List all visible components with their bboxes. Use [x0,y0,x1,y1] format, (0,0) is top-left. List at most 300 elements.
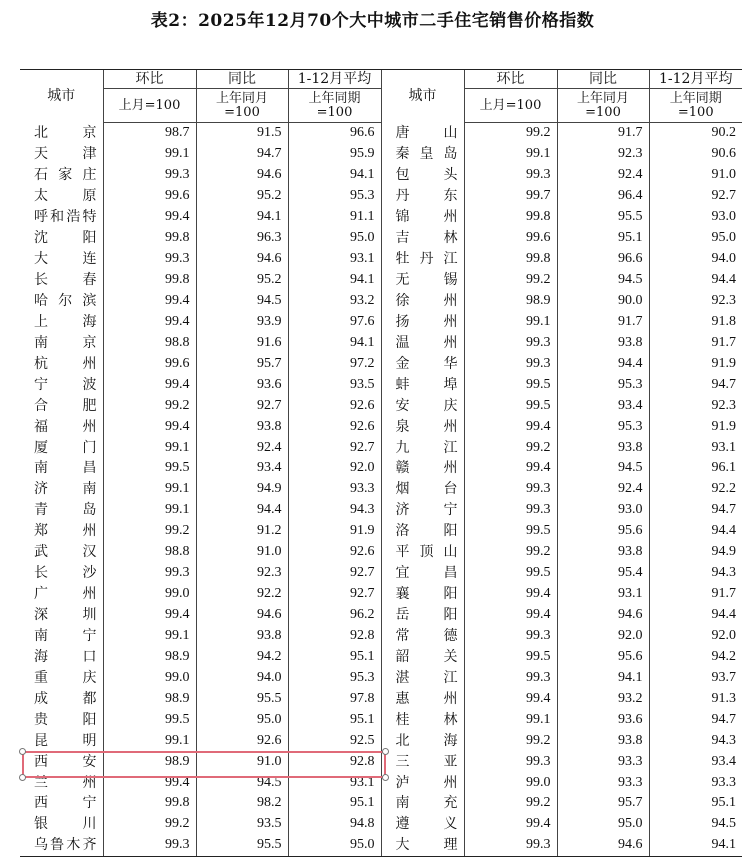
avg-index-cell: 95.1 [649,793,742,814]
mom-index-cell: 99.1 [464,144,557,165]
yoy-index-cell: 94.0 [196,667,288,688]
unit-text: 上年同期=100 [308,90,361,120]
mom-index-cell: 99.4 [464,688,557,709]
avg-index-cell: 93.4 [649,751,742,772]
city-name: 桂 林 [395,711,458,728]
city-name: 济 南 [34,481,97,498]
city-name-cell [381,186,464,207]
table-row [20,228,742,249]
yoy-index-cell: 91.5 [196,123,288,144]
city-name: 北 京 [34,125,97,142]
table-row [20,563,742,584]
city-name: 烟 台 [395,481,458,498]
city-name-cell [20,542,103,563]
avg-index-cell: 92.3 [649,291,742,312]
city-name: 南 昌 [34,460,97,477]
city-name-cell [20,563,103,584]
yoy-index-cell: 91.6 [196,332,288,353]
city-name: 丹 东 [395,188,458,205]
city-name: 九 江 [395,439,458,456]
mom-index-cell: 99.7 [464,186,557,207]
table-row [20,353,742,374]
avg-index-cell: 94.7 [649,374,742,395]
header-city-left: 城市 [20,70,103,123]
price-index-table [20,69,742,857]
mom-index-cell: 99.2 [464,437,557,458]
yoy-index-cell: 95.4 [557,563,649,584]
yoy-index-cell: 92.4 [557,165,649,186]
header-avg-base-right [649,89,742,123]
city-name-cell [20,207,103,228]
table-row [20,123,742,144]
yoy-index-cell: 93.3 [557,772,649,793]
yoy-index-cell: 94.4 [196,500,288,521]
city-name: 郑 州 [34,523,97,540]
mom-index-cell: 99.8 [103,270,196,291]
yoy-index-cell: 94.5 [557,458,649,479]
table-row [20,311,742,332]
city-name-cell [20,751,103,772]
yoy-index-cell: 93.9 [196,311,288,332]
table-row [20,144,742,165]
avg-index-cell: 90.6 [649,144,742,165]
yoy-index-cell: 94.6 [196,165,288,186]
mom-index-cell: 99.4 [103,207,196,228]
unit-text: 上年同月=100 [215,90,268,120]
yoy-index-cell: 95.7 [557,793,649,814]
city-name: 成 都 [34,690,97,707]
mom-index-cell: 99.0 [103,667,196,688]
city-name: 武 汉 [34,544,97,561]
yoy-index-cell: 91.7 [557,311,649,332]
city-name-cell [20,500,103,521]
table-row [20,542,742,563]
table-row [20,751,742,772]
yoy-index-cell: 92.3 [196,563,288,584]
city-name: 襄 阳 [395,586,458,603]
city-name-cell [381,458,464,479]
mom-index-cell: 99.1 [103,479,196,500]
mom-index-cell: 99.5 [464,646,557,667]
mom-index-cell: 99.3 [464,500,557,521]
mom-index-cell: 99.3 [464,667,557,688]
yoy-index-cell: 93.8 [557,437,649,458]
mom-index-cell: 99.4 [464,814,557,835]
yoy-index-cell: 93.3 [557,751,649,772]
avg-index-cell: 93.0 [649,207,742,228]
mom-index-cell: 99.3 [464,165,557,186]
city-name: 泸 州 [395,774,458,791]
city-name-cell [20,144,103,165]
mom-index-cell: 99.8 [464,249,557,270]
avg-index-cell: 92.3 [649,395,742,416]
city-name-cell [381,437,464,458]
avg-index-cell: 92.2 [649,479,742,500]
city-name-cell [381,353,464,374]
city-name-cell [381,249,464,270]
city-name: 扬 州 [395,313,458,330]
mom-index-cell: 99.4 [103,374,196,395]
city-name: 兰 州 [34,774,97,791]
avg-index-cell: 91.9 [649,416,742,437]
mom-index-cell: 99.5 [464,563,557,584]
table-row [20,479,742,500]
city-name-cell [381,207,464,228]
table-row [20,688,742,709]
header-yoy-base-right [557,89,649,123]
mom-index-cell: 99.6 [103,186,196,207]
mom-index-cell: 99.5 [103,709,196,730]
avg-index-cell: 95.1 [288,793,381,814]
city-name-cell [20,165,103,186]
table-row [20,395,742,416]
yoy-index-cell: 95.1 [557,228,649,249]
mom-index-cell: 99.4 [103,416,196,437]
table-row [20,374,742,395]
mom-index-cell: 99.5 [464,374,557,395]
city-name-cell [381,751,464,772]
avg-index-cell: 94.2 [649,646,742,667]
yoy-index-cell: 94.5 [196,772,288,793]
mom-index-cell: 99.3 [464,835,557,856]
avg-index-cell: 93.3 [649,772,742,793]
mom-index-cell: 99.5 [103,458,196,479]
city-name-cell [381,332,464,353]
city-name-cell [381,416,464,437]
yoy-index-cell: 93.6 [196,374,288,395]
yoy-index-cell: 93.2 [557,688,649,709]
table-title: 表2：2025年12月70个大中城市二手住宅销售价格指数 [150,11,595,31]
yoy-index-cell: 95.2 [196,270,288,291]
mom-index-cell: 99.3 [464,353,557,374]
header-yoy-right: 同比 [557,70,649,89]
mom-index-cell: 99.0 [464,772,557,793]
city-name: 昆 明 [34,732,97,749]
city-name: 乌鲁木齐 [34,837,97,854]
city-name-cell [381,374,464,395]
mom-index-cell: 99.8 [103,793,196,814]
yoy-index-cell: 94.6 [196,249,288,270]
city-name: 岳 阳 [395,607,458,624]
mom-index-cell: 99.1 [103,437,196,458]
city-name-cell [20,437,103,458]
mom-index-cell: 99.4 [464,458,557,479]
avg-index-cell: 92.0 [288,458,381,479]
avg-index-cell: 94.5 [649,814,742,835]
city-name-cell [381,395,464,416]
yoy-index-cell: 93.8 [196,626,288,647]
city-name-cell [381,584,464,605]
table-row [20,772,742,793]
yoy-index-cell: 94.5 [196,291,288,312]
yoy-index-cell: 93.1 [557,584,649,605]
city-name-cell [20,249,103,270]
city-name-cell [20,626,103,647]
avg-index-cell: 94.1 [288,270,381,291]
avg-index-cell: 92.8 [288,626,381,647]
city-name: 南 宁 [34,627,97,644]
mom-index-cell: 99.3 [103,165,196,186]
avg-index-cell: 92.7 [288,563,381,584]
avg-index-cell: 93.1 [288,249,381,270]
city-name: 吉 林 [395,230,458,247]
city-name: 厦 门 [34,439,97,456]
avg-index-cell: 95.3 [288,186,381,207]
header-mom-base-right: 上月=100 [464,89,557,123]
city-name: 三 亚 [395,753,458,770]
city-name: 唐 山 [395,125,458,142]
yoy-index-cell: 94.1 [196,207,288,228]
city-name: 沈 阳 [34,230,97,247]
city-name: 包 头 [395,167,458,184]
unit-text: 上年同期=100 [669,90,722,120]
selection-handle-top-right[interactable] [382,748,389,755]
avg-index-cell: 91.7 [649,584,742,605]
yoy-index-cell: 95.0 [557,814,649,835]
avg-index-cell: 93.2 [288,291,381,312]
city-name-cell [381,835,464,856]
avg-index-cell: 91.1 [288,207,381,228]
avg-index-cell: 91.7 [649,332,742,353]
yoy-index-cell: 92.4 [196,437,288,458]
yoy-index-cell: 91.7 [557,123,649,144]
mom-index-cell: 99.1 [103,500,196,521]
avg-index-cell: 92.6 [288,542,381,563]
avg-index-cell: 97.8 [288,688,381,709]
city-name: 哈 尔 滨 [34,292,97,309]
city-name-cell [20,374,103,395]
yoy-index-cell: 93.5 [196,814,288,835]
mom-index-cell: 99.1 [103,626,196,647]
city-name-cell [381,646,464,667]
city-name-cell [381,730,464,751]
city-name: 洛 阳 [395,523,458,540]
yoy-index-cell: 93.8 [196,416,288,437]
table-row [20,249,742,270]
city-name: 锦 州 [395,209,458,226]
selection-handle-bottom-right[interactable] [382,774,389,781]
yoy-index-cell: 94.1 [557,667,649,688]
avg-index-cell: 97.6 [288,311,381,332]
city-name-cell [381,542,464,563]
table-row [20,165,742,186]
city-name: 济 宁 [395,502,458,519]
avg-index-cell: 92.0 [649,626,742,647]
city-name-cell [20,730,103,751]
city-name: 湛 江 [395,669,458,686]
table-row [20,521,742,542]
yoy-index-cell: 94.4 [557,353,649,374]
yoy-index-cell: 94.2 [196,646,288,667]
yoy-index-cell: 95.3 [557,374,649,395]
mom-index-cell: 99.2 [103,395,196,416]
table-row [20,458,742,479]
header-avg-right: 1-12月平均 [649,70,742,89]
avg-index-cell: 94.1 [288,332,381,353]
city-name: 金 华 [395,355,458,372]
selection-handle-bottom-left[interactable] [19,774,26,781]
yoy-index-cell: 94.6 [196,605,288,626]
avg-index-cell: 95.9 [288,144,381,165]
yoy-index-cell: 91.2 [196,521,288,542]
avg-index-cell: 93.1 [288,772,381,793]
city-name: 重 庆 [34,669,97,686]
city-name-cell [20,793,103,814]
mom-index-cell: 98.9 [103,751,196,772]
mom-index-cell: 99.8 [103,228,196,249]
city-name-cell [381,521,464,542]
avg-index-cell: 92.8 [288,751,381,772]
avg-index-cell: 95.0 [649,228,742,249]
yoy-index-cell: 93.4 [196,458,288,479]
table-body [20,123,742,857]
city-name: 广 州 [34,586,97,603]
city-name-cell [20,353,103,374]
mom-index-cell: 99.5 [464,395,557,416]
table-row [20,584,742,605]
city-name-cell [20,814,103,835]
header-mom-base-left: 上月=100 [103,89,196,123]
mom-index-cell: 99.6 [464,228,557,249]
city-name-cell [20,291,103,312]
mom-index-cell: 99.5 [464,521,557,542]
yoy-index-cell: 93.6 [557,709,649,730]
table-row [20,730,742,751]
mom-index-cell: 99.3 [103,249,196,270]
yoy-index-cell: 92.0 [557,626,649,647]
table-row [20,270,742,291]
city-name-cell [20,688,103,709]
avg-index-cell: 93.1 [649,437,742,458]
table-row [20,605,742,626]
mom-index-cell: 99.3 [103,563,196,584]
yoy-index-cell: 96.4 [557,186,649,207]
city-name: 温 州 [395,334,458,351]
table-row [20,793,742,814]
city-name-cell [20,709,103,730]
avg-index-cell: 91.8 [649,311,742,332]
avg-index-cell: 92.6 [288,395,381,416]
mom-index-cell: 98.7 [103,123,196,144]
avg-index-cell: 94.8 [288,814,381,835]
avg-index-cell: 94.0 [649,249,742,270]
city-name: 杭 州 [34,355,97,372]
city-name-cell [20,521,103,542]
avg-index-cell: 91.9 [288,521,381,542]
city-name-cell [20,270,103,291]
yoy-index-cell: 96.3 [196,228,288,249]
avg-index-cell: 95.1 [288,646,381,667]
unit-text: 上年同月=100 [576,90,629,120]
mom-index-cell: 99.8 [464,207,557,228]
avg-index-cell: 92.7 [288,584,381,605]
city-name-cell [381,793,464,814]
city-name: 贵 阳 [34,711,97,728]
selection-handle-top-left[interactable] [19,748,26,755]
city-name: 宜 昌 [395,565,458,582]
city-name: 蚌 埠 [395,376,458,393]
avg-index-cell: 93.5 [288,374,381,395]
mom-index-cell: 99.4 [464,605,557,626]
mom-index-cell: 98.8 [103,332,196,353]
mom-index-cell: 99.1 [103,144,196,165]
city-name-cell [381,500,464,521]
yoy-index-cell: 95.7 [196,353,288,374]
yoy-index-cell: 93.8 [557,542,649,563]
city-name-cell [20,186,103,207]
city-name-cell [381,165,464,186]
mom-index-cell: 99.3 [464,626,557,647]
yoy-index-cell: 92.4 [557,479,649,500]
mom-index-cell: 99.3 [464,479,557,500]
avg-index-cell: 94.4 [649,270,742,291]
city-name: 合 肥 [34,397,97,414]
avg-index-cell: 95.1 [288,709,381,730]
mom-index-cell: 98.8 [103,542,196,563]
avg-index-cell: 95.0 [288,228,381,249]
avg-index-cell: 96.1 [649,458,742,479]
mom-index-cell: 99.2 [464,270,557,291]
mom-index-cell: 99.4 [103,311,196,332]
avg-index-cell: 92.7 [649,186,742,207]
avg-index-cell: 90.2 [649,123,742,144]
avg-index-cell: 94.4 [649,605,742,626]
city-name: 福 州 [34,418,97,435]
city-name: 惠 州 [395,690,458,707]
table-row [20,709,742,730]
table-row [20,291,742,312]
city-name: 北 海 [395,732,458,749]
yoy-index-cell: 95.3 [557,416,649,437]
city-name-cell [381,311,464,332]
city-name: 安 庆 [395,397,458,414]
mom-index-cell: 99.6 [103,353,196,374]
yoy-index-cell: 92.7 [196,395,288,416]
yoy-index-cell: 98.2 [196,793,288,814]
header-yoy-base-left [196,89,288,123]
city-name-cell [20,123,103,144]
yoy-index-cell: 91.0 [196,542,288,563]
city-name: 大 理 [395,837,458,854]
city-name: 常 德 [395,627,458,644]
city-name-cell [20,458,103,479]
yoy-index-cell: 95.2 [196,186,288,207]
city-name: 南 充 [395,795,458,812]
mom-index-cell: 99.3 [103,835,196,856]
city-name-cell [20,667,103,688]
city-name-cell [381,479,464,500]
avg-index-cell: 92.5 [288,730,381,751]
table-row [20,437,742,458]
avg-index-cell: 94.7 [649,500,742,521]
city-name: 青 岛 [34,502,97,519]
mom-index-cell: 99.0 [103,584,196,605]
city-name-cell [381,709,464,730]
city-name-cell [20,479,103,500]
yoy-index-cell: 94.6 [557,835,649,856]
city-name-cell [20,311,103,332]
header-avg-base-left [288,89,381,123]
city-name-cell [20,395,103,416]
city-name-cell [381,228,464,249]
table-row [20,835,742,856]
city-name: 长 沙 [34,565,97,582]
city-name-cell [20,228,103,249]
yoy-index-cell: 94.7 [196,144,288,165]
city-name-cell [381,123,464,144]
city-name: 平 顶 山 [395,544,458,561]
yoy-index-cell: 93.0 [557,500,649,521]
